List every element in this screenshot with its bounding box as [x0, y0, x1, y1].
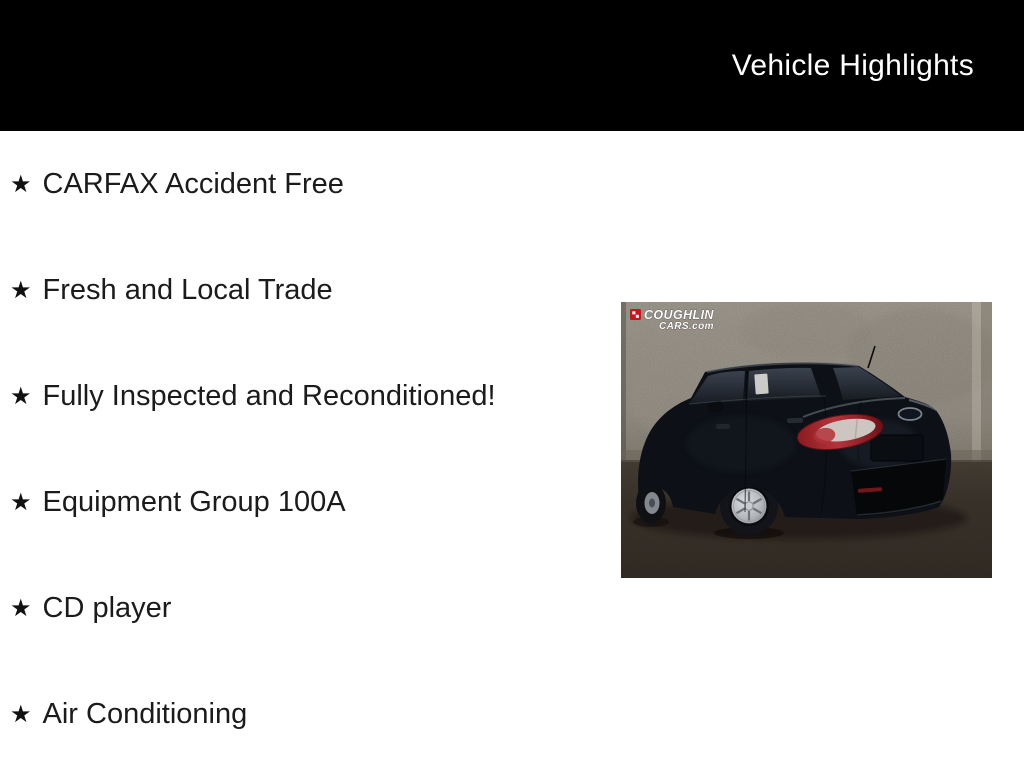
watermark-domain: CARS.com: [659, 321, 714, 332]
list-item: [0, 661, 615, 767]
window-sticker: [754, 374, 768, 395]
list-item: [0, 343, 615, 449]
page-title: Vehicle Highlights: [731, 48, 974, 82]
list-item: [0, 449, 615, 555]
list-item: [0, 555, 615, 661]
license-recess: [871, 435, 923, 461]
highlights-list: [0, 131, 615, 767]
list-item-label: Fresh and Local Trade: [42, 273, 333, 306]
list-item: [0, 131, 615, 237]
list-item-label: Air Conditioning: [42, 697, 248, 730]
star-icon: ★: [10, 595, 32, 622]
star-icon: ★: [10, 171, 32, 198]
slide-header: [0, 0, 1024, 131]
star-icon: ★: [10, 383, 32, 410]
ford-badge-icon: [899, 408, 922, 420]
watermark-brand: COUGHLIN: [644, 308, 714, 322]
list-item-label: Equipment Group 100A: [42, 485, 346, 518]
star-icon: ★: [10, 489, 32, 516]
star-icon: ★: [10, 277, 32, 304]
vehicle-photo: [621, 302, 992, 578]
list-item-label: CD player: [42, 591, 172, 624]
side-mirror: [707, 401, 723, 413]
list-item-label: CARFAX Accident Free: [42, 167, 344, 200]
list-item: [0, 237, 615, 343]
coughlin-logo-icon: [630, 309, 641, 320]
list-item-label: Fully Inspected and Reconditioned!: [42, 379, 496, 412]
star-icon: ★: [10, 701, 32, 728]
